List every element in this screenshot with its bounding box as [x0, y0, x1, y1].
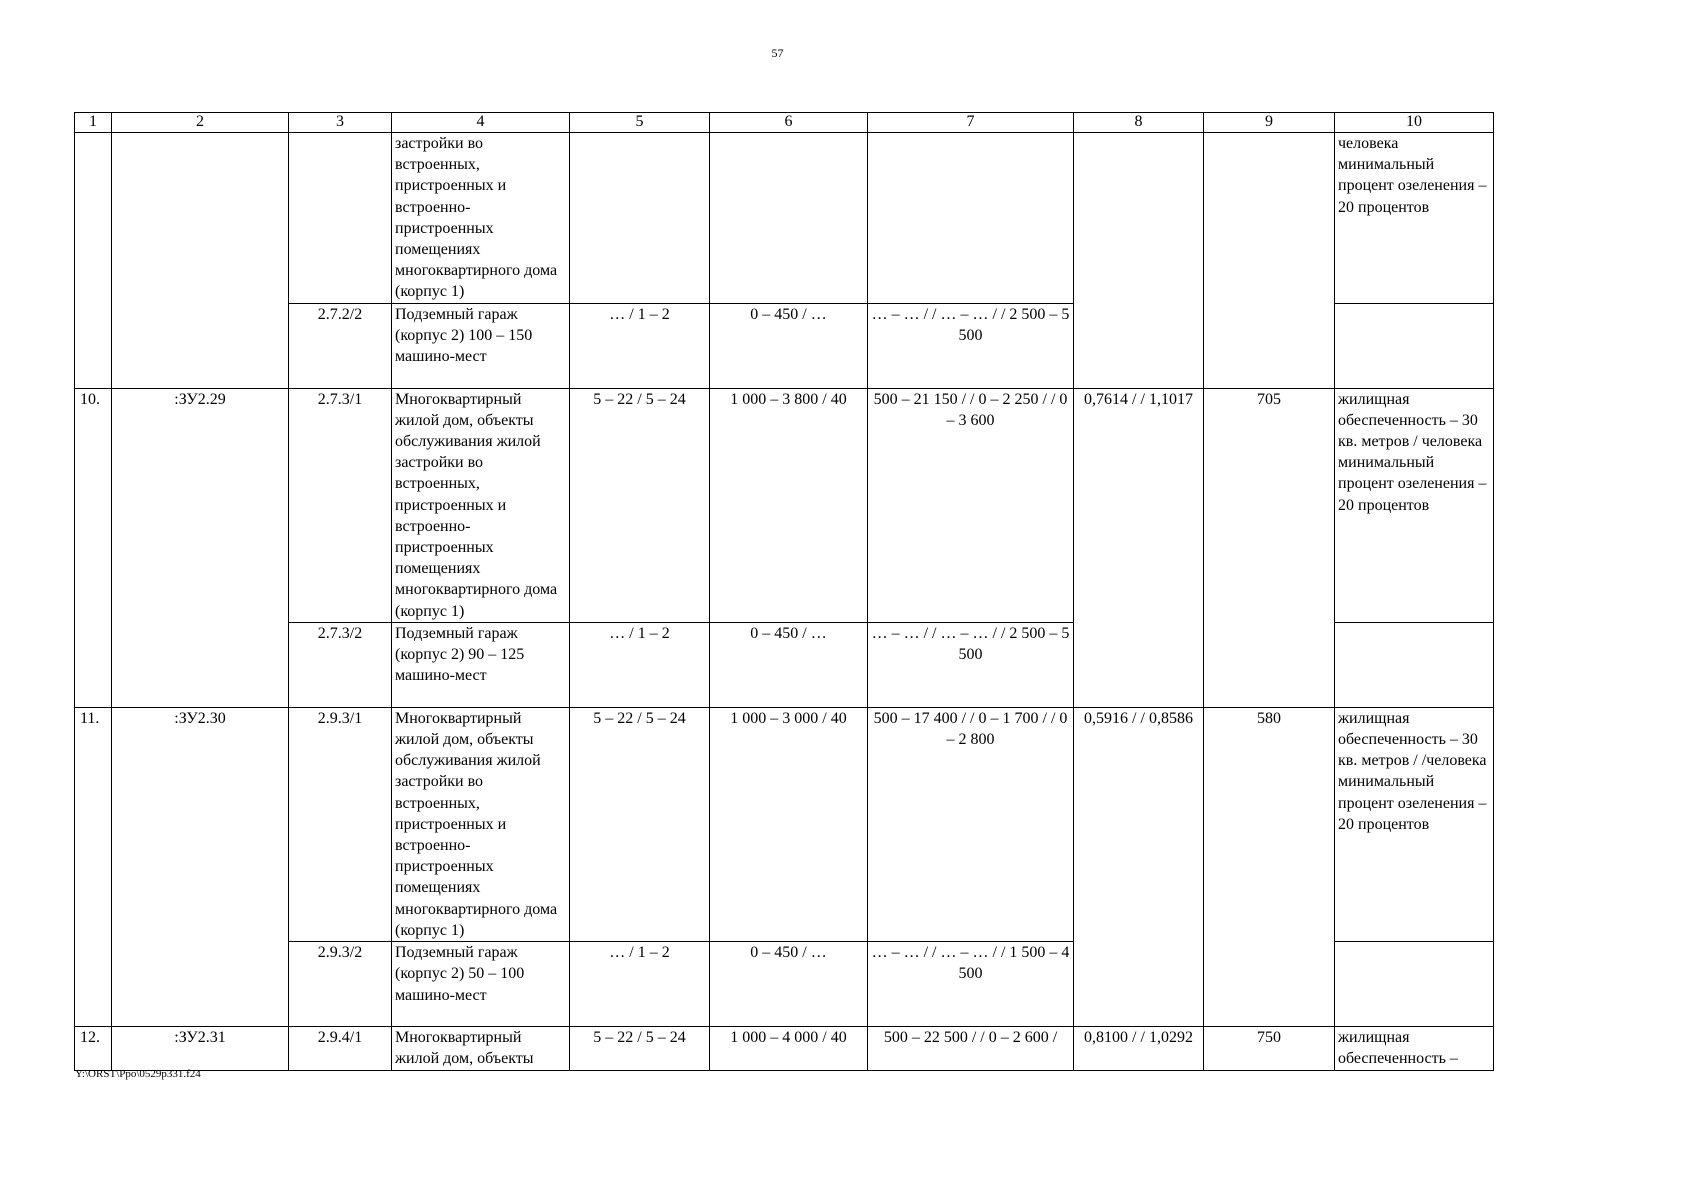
parcel-id-cell	[112, 133, 289, 389]
floors-cell: 5 – 22 / 5 – 24	[570, 1027, 710, 1070]
parcel-id-cell: :ЗУ2.29	[112, 388, 289, 707]
table-row	[75, 133, 1494, 304]
column-header: 8	[1074, 113, 1204, 133]
page-number: 57	[771, 46, 784, 60]
parcel-id-cell: :ЗУ2.31	[112, 1027, 289, 1070]
floor-area-cell: 500 – 17 400 / / 0 – 1 700 / / 0 – 2 800	[868, 707, 1074, 941]
floors-cell: … / 1 – 2	[570, 942, 710, 1027]
row-number-cell: 11.	[75, 707, 112, 1026]
object-code-cell: 2.9.4/1	[289, 1027, 392, 1070]
requirements-cell: жилищная обеспеченность – 30 кв. метров / /человека минимальный процент озеленения – 20 процентов	[1335, 707, 1494, 941]
object-description-cell: Подземный гараж (корпус 2) 50 – 100 машино-мест	[392, 942, 570, 1027]
area-cell: 1 000 – 3 800 / 40	[710, 388, 868, 622]
requirements-cell	[1335, 942, 1494, 1027]
object-description-cell: Многоквартирный жилой дом, объекты обслуживания жилой застройки во встроенных, пристроенных и встроенно-пристроенных помещениях многоквартирного дома (корпус 1)	[392, 707, 570, 941]
area-cell: 1 000 – 4 000 / 40	[710, 1027, 868, 1070]
residents-cell	[1204, 133, 1335, 389]
residents-cell: 750	[1204, 1027, 1335, 1070]
floors-cell	[570, 133, 710, 304]
requirements-cell: жилищная обеспеченность – 30 кв. метров / человека минимальный процент озеленения – 20 процентов	[1335, 388, 1494, 622]
object-description-cell: застройки во встроенных, пристроенных и встроенно-пристроенных помещениях многоквартирного дома (корпус 1)	[392, 133, 570, 304]
floors-cell: … / 1 – 2	[570, 622, 710, 707]
area-cell: 0 – 450 / …	[710, 622, 868, 707]
floor-area-cell	[868, 133, 1074, 304]
floors-cell: … / 1 – 2	[570, 303, 710, 388]
area-cell: 0 – 450 / …	[710, 942, 868, 1027]
floor-area-cell: … – … / / … – … / / 2 500 – 5 500	[868, 622, 1074, 707]
object-code-cell: 2.7.3/2	[289, 622, 392, 707]
object-code-cell: 2.7.3/1	[289, 388, 392, 622]
parcel-id-cell: :ЗУ2.30	[112, 707, 289, 1026]
object-description-cell: Подземный гараж (корпус 2) 100 – 150 машино-мест	[392, 303, 570, 388]
density-cell	[1074, 133, 1204, 389]
object-code-cell	[289, 133, 392, 304]
column-header: 4	[392, 113, 570, 133]
column-header: 2	[112, 113, 289, 133]
floors-cell: 5 – 22 / 5 – 24	[570, 388, 710, 622]
floor-area-cell: 500 – 22 500 / / 0 – 2 600 /	[868, 1027, 1074, 1070]
requirements-cell: человека минимальный процент озеленения – 20 процентов	[1335, 133, 1494, 304]
floor-area-cell: … – … / / … – … / / 2 500 – 5 500	[868, 303, 1074, 388]
requirements-cell: жилищная обеспеченность –	[1335, 1027, 1494, 1070]
column-number-row	[75, 113, 1494, 133]
file-path-footer: Y:\ORST\Ppo\0529p331.f24	[75, 1068, 201, 1080]
column-header: 1	[75, 113, 112, 133]
density-cell: 0,8100 / / 1,0292	[1074, 1027, 1204, 1070]
table-row	[75, 707, 1494, 941]
residents-cell: 580	[1204, 707, 1335, 1026]
parcel-parameters-table	[74, 112, 1494, 1071]
column-header: 3	[289, 113, 392, 133]
object-description-cell: Многоквартирный жилой дом, объекты	[392, 1027, 570, 1070]
column-header: 6	[710, 113, 868, 133]
object-description-cell: Многоквартирный жилой дом, объекты обслуживания жилой застройки во встроенных, пристроенных и встроенно-пристроенных помещениях многоквартирного дома (корпус 1)	[392, 388, 570, 622]
object-description-cell: Подземный гараж (корпус 2) 90 – 125 машино-мест	[392, 622, 570, 707]
object-code-cell: 2.7.2/2	[289, 303, 392, 388]
density-cell: 0,5916 / / 0,8586	[1074, 707, 1204, 1026]
column-header: 5	[570, 113, 710, 133]
row-number-cell: 12.	[75, 1027, 112, 1070]
column-header: 7	[868, 113, 1074, 133]
area-cell	[710, 133, 868, 304]
column-header: 9	[1204, 113, 1335, 133]
area-cell: 0 – 450 / …	[710, 303, 868, 388]
area-cell: 1 000 – 3 000 / 40	[710, 707, 868, 941]
floors-cell: 5 – 22 / 5 – 24	[570, 707, 710, 941]
residents-cell: 705	[1204, 388, 1335, 707]
floor-area-cell: … – … / / … – … / / 1 500 – 4 500	[868, 942, 1074, 1027]
table-row	[75, 1027, 1494, 1070]
row-number-cell: 10.	[75, 388, 112, 707]
requirements-cell	[1335, 303, 1494, 388]
object-code-cell: 2.9.3/1	[289, 707, 392, 941]
row-number-cell	[75, 133, 112, 389]
column-header: 10	[1335, 113, 1494, 133]
density-cell: 0,7614 / / 1,1017	[1074, 388, 1204, 707]
table-row	[75, 388, 1494, 622]
object-code-cell: 2.9.3/2	[289, 942, 392, 1027]
requirements-cell	[1335, 622, 1494, 707]
floor-area-cell: 500 – 21 150 / / 0 – 2 250 / / 0 – 3 600	[868, 388, 1074, 622]
